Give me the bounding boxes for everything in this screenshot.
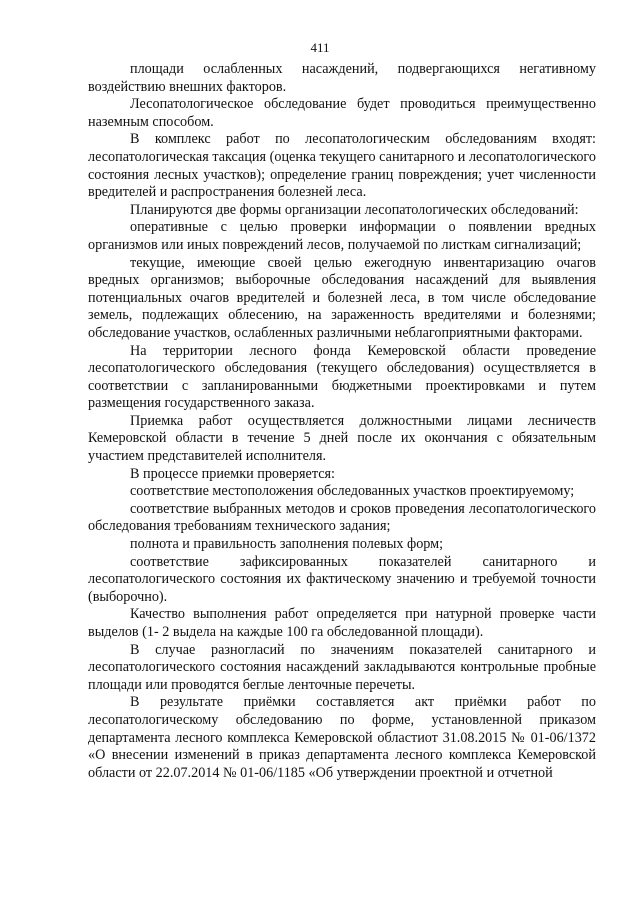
paragraph: В процессе приемки проверяется:	[130, 465, 335, 482]
paragraph: На территории лесного фонда Кемеровской области проведение лесопатологического обследования (текущего обследования) осуществляется в соответствии с запланированными бюджетными проектировками и путем размещения государственного заказа.	[88, 342, 596, 412]
paragraph: оперативные с целью проверки информации о появлении вредных организмов или иных повреждений лесов, получаемой по листкам сигнализаций;	[88, 219, 596, 253]
paragraph: Лесопатологическое обследование будет проводиться преимущественно наземным способом.	[88, 96, 596, 130]
paragraph: В результате приёмки составляется акт приёмки работ по лесопатологическому обследованию по форме, установленной приказом департамента лесного комплекса Кемеровской областиот 31.08.2015 № 01-06/1372 «О внесении изменений в приказ департамента лесного комплекса Кемеровской области от 22.07.2014 № 01-06/1185 «Об утверждении проектной и отчетной	[88, 694, 596, 781]
paragraph: Планируются две формы организации лесопатологических обследований:	[130, 201, 579, 218]
page-number: 411	[310, 40, 330, 55]
paragraph: площади ослабленных насаждений, подвергающихся негативному воздействию внешних факторов.	[88, 61, 596, 95]
paragraph: полнота и правильность заполнения полевых форм;	[130, 536, 444, 553]
paragraph: соответствие зафиксированных показателей санитарного и лесопатологического состояния их фактическому значению и требуемой точности (выборочно).	[88, 553, 596, 605]
paragraph: Приемка работ осуществляется должностными лицами лесничеств Кемеровской области в течение 5 дней после их окончания с обязательным участием представителей исполнителя.	[88, 412, 596, 465]
paragraph: В случае разногласий по значениям показателей санитарного и лесопатологического состояния насаждений закладываются контрольные пробные площади или проводятся беглые ленточные перечеты.	[88, 641, 596, 693]
paragraph: В комплекс работ по лесопатологическим обследованиям входят: лесопатологическая таксация (оценка текущего санитарного и лесопатологического состояния лесных участков); определение границ повреждения; учет численности вредителей и распространения болезней леса.	[88, 131, 596, 201]
paragraph: соответствие выбранных методов и сроков проведения лесопатологического обследования требованиям технического задания;	[88, 500, 596, 535]
paragraph: текущие, имеющие своей целью ежегодную инвентаризацию очагов вредных организмов; выборочные обследования насаждений для выявления потенциальных очагов вредителей и болезней леса, в том числе обследование земель, подлежащих облесению, на зараженность вредителями и болезнями; обследование участков, ослабленных различными неблагоприятными факторами.	[88, 254, 596, 341]
body-text	[88, 61, 596, 782]
paragraph: Качество выполнения работ определяется при натурной проверке части выделов (1- 2 выдела на каждые 100 га обследованной площади).	[88, 606, 596, 640]
paragraph: соответствие местоположения обследованных участков проектируемому;	[130, 483, 575, 500]
